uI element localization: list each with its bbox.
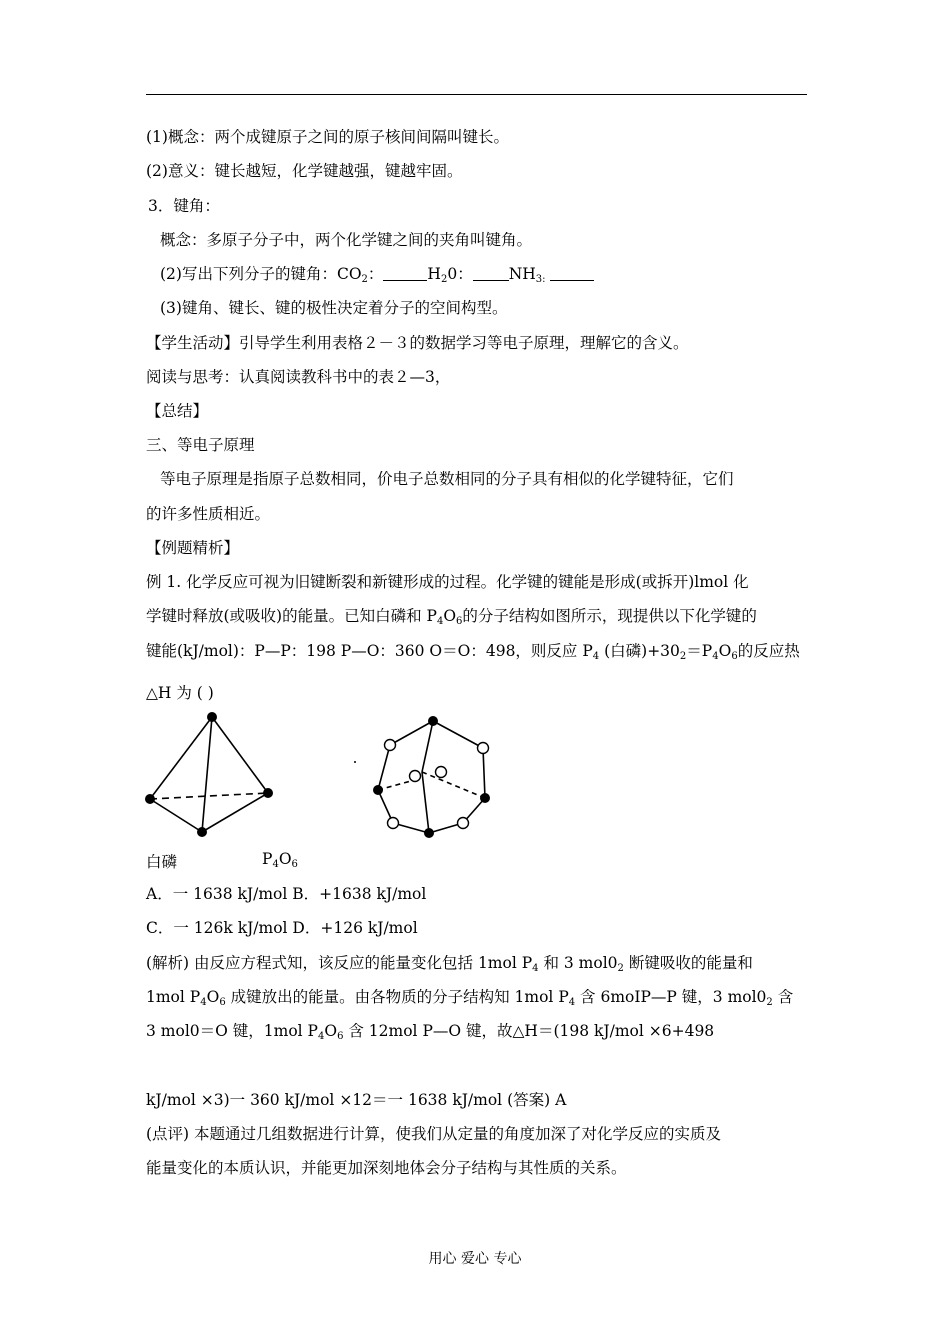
text-line: 阅读与思考：认真阅读教科书中的表２—3， <box>146 368 451 386</box>
text-line: 【学生活动】引导学生利用表格２－３的数据学习等电子原理，理解它的含义。 <box>146 334 689 352</box>
text-line: 键能(kJ/mol)：P—P：198 P—O：360 O＝O：498，则反应 $P_4$ (白磷)$+30_2=P_4O_6$的反应热 <box>146 642 800 662</box>
text-line: 学键时释放(或吸收)的能量。已知白磷和 $P_4O_6$的分子结构如图所示，现提供以下化学键的 <box>146 607 757 627</box>
diagram-caption: 白磷 <box>146 853 178 871</box>
page-footer: 用心 爱心 专心 <box>428 1251 522 1267</box>
text-line: 3．键角： <box>148 197 220 215</box>
answer-blank[interactable] <box>550 266 594 281</box>
answer-blank[interactable] <box>473 266 509 281</box>
text-line: △H 为 ( ) <box>146 684 214 702</box>
comment-line: 能量变化的本质认识，并能更加深刻地体会分子结构与其性质的关系。 <box>146 1159 627 1177</box>
text-line: 的许多性质相近。 <box>146 505 271 523</box>
analysis-line: 3 mol0＝O 键，1mol $P_4O_6$ 含 12mol P—O 键，故△H＝(198 kJ/mol ×6+498 <box>146 1022 715 1042</box>
answer-option: A．一 1638 kJ/mol B．+1638 kJ/mol <box>146 885 427 903</box>
diagram-caption: $P_4O_6$ <box>262 850 298 870</box>
text-line: 等电子原理是指原子总数相同，价电子总数相同的分子具有相似的化学键特征，它们 <box>160 470 734 488</box>
comment-line: (点评) 本题通过几组数据进行计算，使我们从定量的角度加深了对化学反应的实质及 <box>146 1125 722 1143</box>
p4o6-diagram <box>345 710 505 840</box>
white-phosphorus-diagram <box>140 710 290 840</box>
answer-option: C．一 126k kJ/mol D．+126 kJ/mol <box>146 919 418 937</box>
fill-in-question: (2)写出下列分子的键角：$CO_2$： $H_20$： $NH_{3:}$ <box>160 264 594 284</box>
header-rule <box>146 94 807 95</box>
text-line: (2)意义：键长越短，化学键越强，键越牢固。 <box>146 162 463 180</box>
text-line: 概念：多原子分子中，两个化学键之间的夹角叫键角。 <box>160 231 533 249</box>
text-line: 例 1. 化学反应可视为旧键断裂和新键形成的过程。化学键的键能是形成(或拆开)lmol 化 <box>146 573 749 591</box>
analysis-line: (解析) 由反应方程式知，该反应的能量变化包括 1mol $P_4$ 和 3 $mol0_2$ 断键吸收的能量和 <box>146 954 753 974</box>
section-heading: 【例题精析】 <box>146 539 240 557</box>
analysis-line: kJ/mol ×3)一 360 kJ/mol ×12＝一 1638 kJ/mol (答案) A <box>146 1091 567 1109</box>
text-line: (3)键角、键长、键的极性决定着分子的空间构型。 <box>160 299 508 317</box>
section-heading: 三、等电子原理 <box>146 436 255 454</box>
analysis-line: 1mol $P_4O_6$ 成键放出的能量。由各物质的分子结构知 1mol $P_4$ 含 6moIP—P 键，3 $mol0_2$ 含 <box>146 988 794 1008</box>
section-heading: 【总结】 <box>146 402 209 420</box>
answer-blank[interactable] <box>383 266 427 281</box>
text-line: (1)概念：两个成键原子之间的原子核间间隔叫键长。 <box>146 128 509 146</box>
